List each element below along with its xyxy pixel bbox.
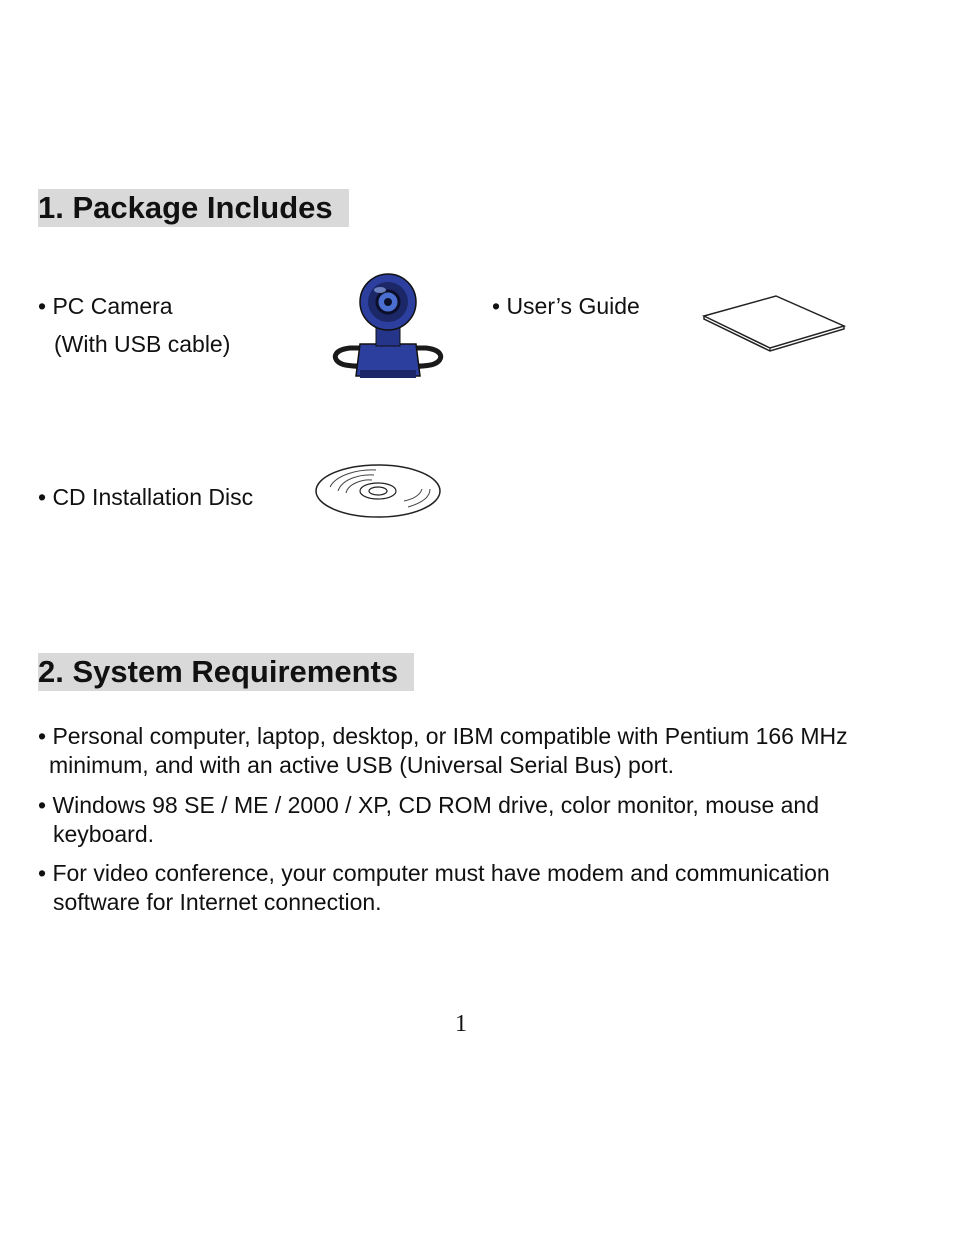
cd-disc-label: • CD Installation Disc (38, 484, 254, 510)
users-guide-label: • User’s Guide (492, 293, 640, 319)
requirement-line: software for Internet connection. (53, 889, 382, 915)
requirement-line: • Personal computer, laptop, desktop, or IBM compatible with Pentium 166 MHz (38, 723, 848, 749)
pc-camera-sublabel: (With USB cable) (54, 331, 231, 357)
requirement-item (38, 722, 918, 780)
page-number: 1 (455, 1011, 467, 1037)
package-includes-heading: 1. Package Includes (38, 189, 349, 227)
booklet-icon (700, 292, 848, 354)
requirement-line: • For video conference, your computer must have modem and communication (38, 860, 830, 886)
requirement-line: keyboard. (53, 821, 155, 847)
requirement-line: • Windows 98 SE / ME / 2000 / XP, CD ROM drive, color monitor, mouse and (38, 792, 820, 818)
pc-camera-label: • PC Camera (38, 293, 173, 319)
webcam-icon (330, 272, 446, 384)
requirement-line: minimum, and with an active USB (Universal Serial Bus) port. (49, 752, 675, 778)
requirement-item (38, 791, 918, 849)
cd-disc-icon (312, 461, 444, 521)
system-requirements-heading: 2. System Requirements (38, 653, 414, 691)
requirement-item (38, 859, 918, 917)
